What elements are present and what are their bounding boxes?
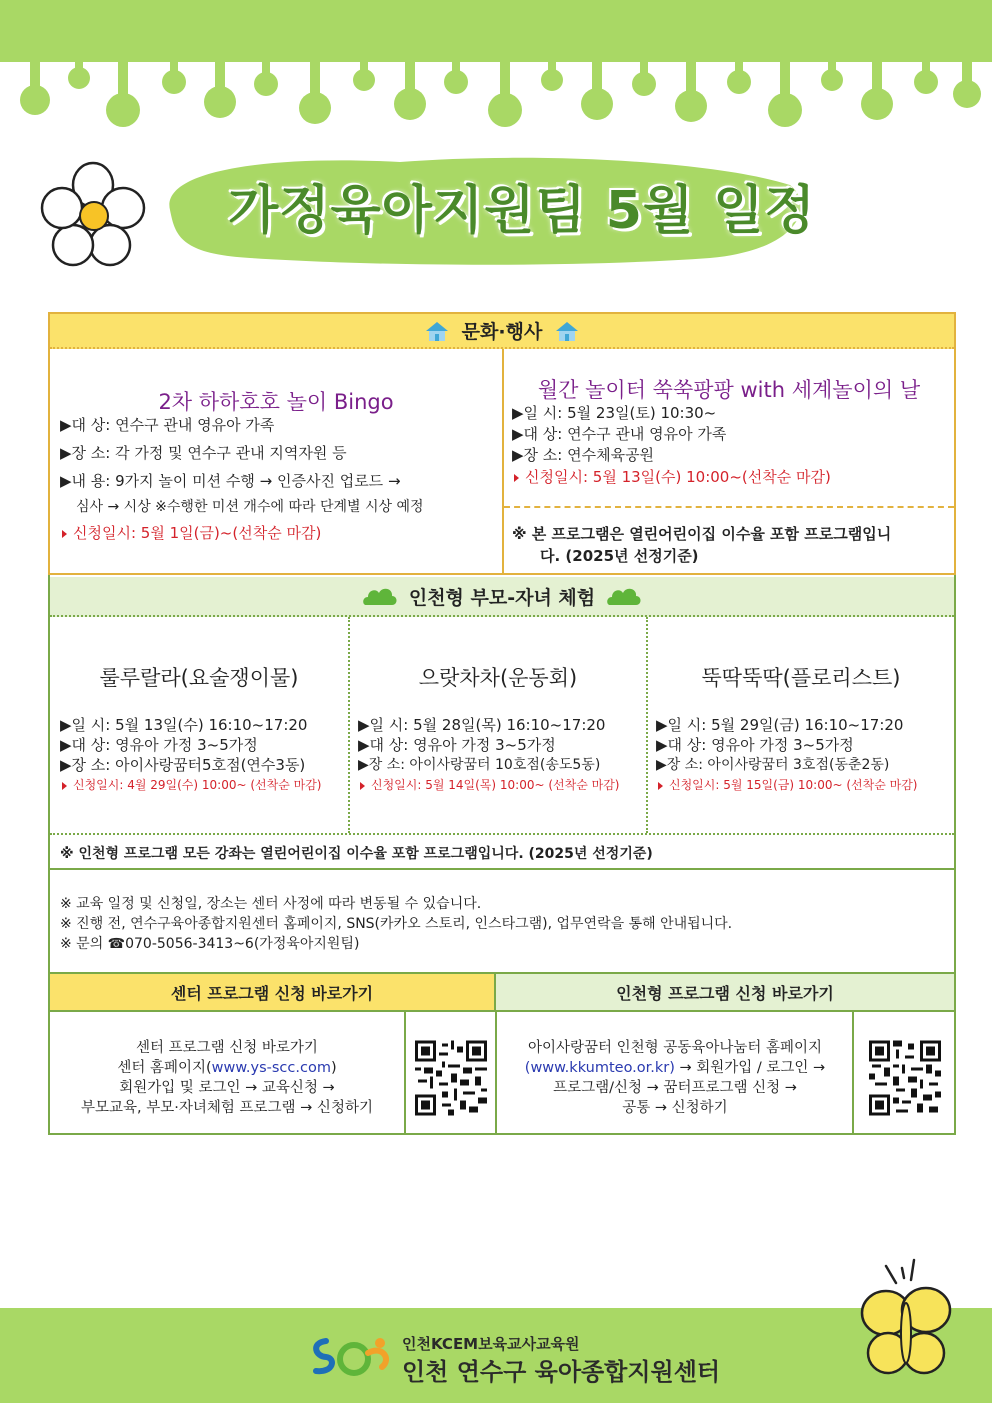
notice-line: ※ 진행 전, 연수구육아종합지원센터 홈페이지, SNS(카카오 스토리, 인스타그램), 업무연락을 통해 안내됩니다. xyxy=(60,916,733,932)
incheon-link-header[interactable] xyxy=(496,974,954,1012)
notice-line: ※ 교육 일정 및 신청일, 장소는 센터 사정에 따라 변동될 수 있습니다. xyxy=(60,896,482,912)
incheon-note-divider xyxy=(50,833,954,835)
culture-left-apply: 신청일시: 5월 1일(금)~(선착순 마감) xyxy=(62,523,321,544)
cloud-icon xyxy=(363,585,397,607)
incheon-link-line: 공통 → 신청하기 xyxy=(622,1100,728,1116)
program-line: ▶일 시: 5월 28일(목) 16:10~17:20 xyxy=(358,716,606,734)
program-line: ▶일 시: 5월 29일(금) 16:10~17:20 xyxy=(656,716,904,734)
incheon-header-label: 인천형 부모-자녀 체험 xyxy=(408,586,596,609)
incheon-link-header-label: 인천형 프로그램 신청 바로가기 xyxy=(616,983,834,1003)
culture-right-title: 월간 놀이터 쑥쑥팡팡 with 세계놀이의 날 xyxy=(537,378,921,402)
program-apply: 신청일시: 5월 15일(금) 10:00~ (선착순 마감) xyxy=(658,775,918,796)
notice-line: ※ 문의 ☎070-5056-3413~6(가정육아지원팀) xyxy=(60,936,360,952)
house-icon xyxy=(424,320,450,342)
culture-right-line: ▶대 상: 연수구 관내 영유아 가족 xyxy=(512,425,727,443)
program-title: 뚝딱뚝딱(플로리스트) xyxy=(701,666,901,690)
center-link-text xyxy=(50,1038,404,1118)
program-line: ▶장 소: 아이사랑꿈터 10호점(송도5동) xyxy=(358,757,601,773)
incheon-header xyxy=(50,577,954,617)
center-link-line: 센터 홈페이지(www.ys-scc.com) xyxy=(117,1060,337,1076)
program-line: ▶일 시: 5월 13일(수) 16:10~17:20 xyxy=(60,716,308,734)
program-line: ▶대 상: 영유아 가정 3~5가정 xyxy=(60,736,258,754)
footer-org-big: 인천 연수구 육아종합지원센터 xyxy=(402,1358,721,1386)
cloud-icon xyxy=(607,585,641,607)
culture-left-line: ▶대 상: 연수구 관내 영유아 가족 xyxy=(60,416,275,434)
links-divider xyxy=(495,1012,497,1133)
program-apply: 신청일시: 5월 14일(목) 10:00~ (선착순 마감) xyxy=(360,775,620,796)
program-title: 룰루랄라(요술쟁이물) xyxy=(99,666,299,690)
scc-logo-icon xyxy=(312,1333,396,1381)
qr-divider xyxy=(852,1012,854,1133)
incheon-link-line: 아이사랑꿈터 인천형 공동육아나눔터 홈페이지 xyxy=(528,1040,822,1056)
culture-right-line: ▶장 소: 연수체육공원 xyxy=(512,446,655,464)
kkumteo-homepage-link[interactable]: (www.kkumteo.or.kr) xyxy=(524,1060,675,1076)
center-link-header-label: 센터 프로그램 신청 바로가기 xyxy=(170,983,374,1003)
incheon-link-line: 프로그램/신청 → 꿈터프로그램 신청 → xyxy=(553,1080,797,1096)
culture-left-line: ▶내 용: 9가지 놀이 미션 수행 → 인증사진 업로드 → xyxy=(60,472,401,490)
center-link-line: 부모교육, 부모·자녀체험 프로그램 → 신청하기 xyxy=(81,1100,373,1116)
culture-left-line: 심사 → 시상 ※수행한 미션 개수에 따라 단계별 시상 예정 xyxy=(76,499,424,515)
qr-divider xyxy=(404,1012,406,1133)
incheon-col-divider xyxy=(646,617,648,833)
incheon-col-divider xyxy=(348,617,350,833)
program-line: ▶대 상: 영유아 가정 3~5가정 xyxy=(656,736,854,754)
culture-right-apply: 신청일시: 5월 13일(수) 10:00~(선착순 마감) xyxy=(514,467,831,488)
center-link-line: 회원가입 및 로그인 → 교육신청 → xyxy=(119,1080,335,1096)
flower-icon xyxy=(38,160,148,270)
center-homepage-link[interactable]: www.ys-scc.com xyxy=(211,1060,331,1076)
center-qr-code-icon[interactable] xyxy=(415,1040,487,1116)
incheon-link-text xyxy=(498,1038,852,1118)
center-link-line: 센터 프로그램 신청 바로가기 xyxy=(136,1040,318,1056)
culture-right-note: 다. (2025년 선정기준) xyxy=(540,547,699,565)
program-title: 으랏차차(운동회) xyxy=(418,666,578,690)
culture-header xyxy=(50,314,954,349)
culture-left-title: 2차 하하호호 놀이 Bingo xyxy=(158,390,394,414)
house-icon xyxy=(554,320,580,342)
incheon-note: ※ 인천형 프로그램 모든 강좌는 열린어린이집 이수율 포함 프로그램입니다. (2025년 선정기준) xyxy=(60,846,653,862)
incheon-link-line: (www.kkumteo.or.kr) → 회원가입 / 로그인 → xyxy=(524,1060,826,1076)
program-line: ▶장 소: 아이사랑꿈터 3호점(동춘2동) xyxy=(656,757,890,773)
culture-right-line: ▶일 시: 5월 23일(토) 10:30~ xyxy=(512,404,717,422)
program-apply: 신청일시: 4월 29일(수) 10:00~ (선착순 마감) xyxy=(62,775,322,796)
header-drip-decoration xyxy=(0,0,992,150)
center-link-header[interactable] xyxy=(50,974,496,1012)
program-line: ▶대 상: 영유아 가정 3~5가정 xyxy=(358,736,556,754)
incheon-qr-code-icon[interactable] xyxy=(869,1040,941,1116)
culture-right-note: ※ 본 프로그램은 열린어린이집 이수율 포함 프로그램입니 xyxy=(512,525,892,543)
culture-header-label: 문화·행사 xyxy=(461,321,543,343)
culture-right-divider xyxy=(504,506,954,508)
footer-org-small: 인천KCEM보육교사교육원 xyxy=(402,1335,580,1353)
page-title: 가정육아지원팀 5월 일정 xyxy=(228,181,816,241)
culture-left-line: ▶장 소: 각 가정 및 연수구 관내 지역자원 등 xyxy=(60,444,347,462)
butterfly-icon xyxy=(856,1258,956,1388)
program-line: ▶장 소: 아이사랑꿈터5호점(연수3동) xyxy=(60,756,306,774)
